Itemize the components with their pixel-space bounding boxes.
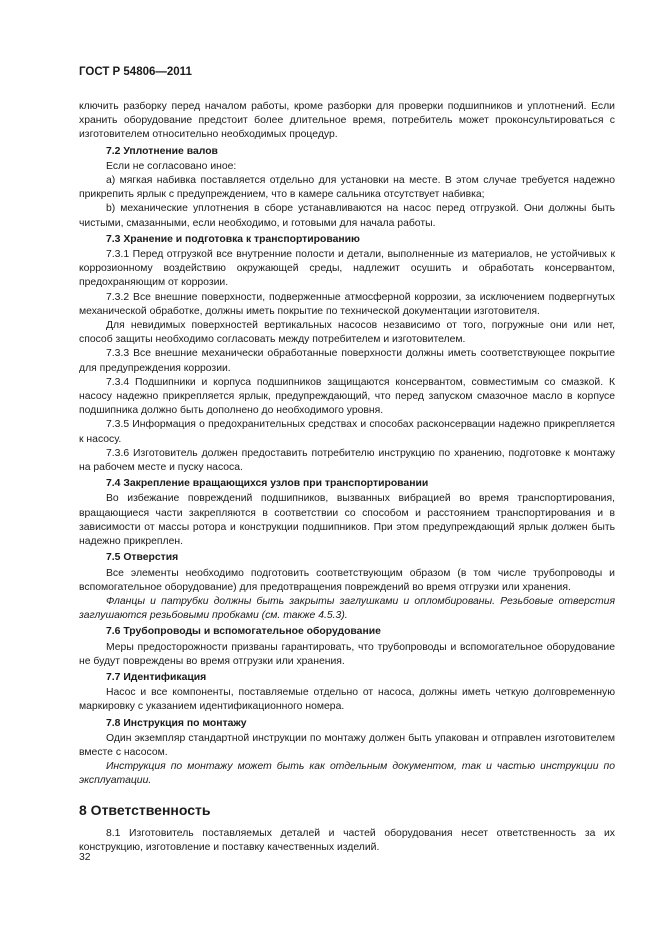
page-body	[79, 100, 615, 855]
italic-note: Фланцы и патрубки должны быть закрыты заглушками и опломбированы. Резьбовые отверстия заглушаются резьбовыми пробками (см. также 4.5.3).	[79, 595, 615, 622]
section-heading-7-2: 7.2 Уплотнение валов	[106, 145, 218, 157]
paragraph: 7.3.1 Перед отгрузкой все внутренние полости и детали, выполненные из материалов, не устойчивых к коррозионному воздействию окружающей среды, надлежит осушить и обработать консервантом, предохраняющим от коррозии.	[79, 249, 615, 289]
section-heading-7-5: 7.5 Отверстия	[106, 552, 179, 564]
section-heading-8: 8 Ответственность	[79, 801, 211, 818]
section-heading-7-4: 7.4 Закрепление вращающихся узлов при транспортировании	[106, 478, 429, 490]
section-heading-7-8: 7.8 Инструкция по монтажу	[106, 717, 247, 729]
paragraph: ключить разборку перед началом работы, кроме разборки для проверки подшипников и уплотнений. Если хранить оборудование предстоит более длительное время, потребитель может проконсультироваться с изготовителем относительно необходимых процедур.	[79, 101, 615, 141]
paragraph: 8.1 Изготовитель поставляемых деталей и частей оборудования несет ответственность за их конструкцию, изготовление и поставку качественных изделий.	[79, 827, 615, 853]
paragraph: 7.3.2 Все внешние поверхности, подверженные атмосферной коррозии, за исключением подвергнутых механической обработке, должны иметь покрытие по технической документации изготовителя.	[79, 291, 615, 317]
page-number: 32	[79, 852, 91, 863]
list-item: а) мягкая набивка поставляется отдельно для установки на месте. В этом случае требуется надежно прикрепить ярлык с предупреждением, что в камере сальника отсутствует набивка;	[79, 175, 615, 201]
paragraph: Меры предосторожности призваны гарантировать, что трубопроводы и вспомогательное оборудование не будут повреждены во время отгрузки или хранения.	[79, 641, 615, 667]
paragraph: 7.3.4 Подшипники и корпуса подшипников защищаются консервантом, совместимым со смазкой. К насосу надежно прикрепляется ярлык, предупреждающий, что перед запуском смазочное масло в корпусе подшипника должно быть дополнено до необходимого уровня.	[79, 376, 615, 417]
paragraph: 7.3.3 Все внешние механически обработанные поверхности должны иметь соответствующее покрытие для предупреждения коррозии.	[79, 348, 615, 374]
paragraph: 7.3.5 Информация о предохранительных средствах и способах расконсервации надежно прикрепляется к насосу.	[79, 419, 615, 445]
section-heading-7-3: 7.3 Хранение и подготовка к транспортированию	[106, 233, 360, 245]
section-heading-7-6: 7.6 Трубопроводы и вспомогательное оборудование	[106, 626, 381, 638]
paragraph: Все элементы необходимо подготовить соответствующим образом (в том числе трубопроводы и вспомогательное оборудование) для предотвращения повреждений во время отгрузки или хранения.	[79, 567, 615, 593]
paragraph: Насос и все компоненты, поставляемые отдельно от насоса, должны иметь четкую долговременную маркировку с указанием идентификационного номера.	[79, 687, 615, 713]
italic-note: Инструкция по монтажу может быть как отдельным документом, так и частью инструкции по эксплуатации.	[79, 761, 615, 787]
paragraph: Если не согласовано иное:	[106, 160, 237, 172]
section-heading-7-7: 7.7 Идентификация	[106, 671, 207, 683]
paragraph: Один экземпляр стандартной инструкции по монтажу должен быть упакован и отправлен изготовителем вместе с насосом.	[79, 732, 615, 758]
paragraph: Для невидимых поверхностей вертикальных насосов независимо от того, погружные они или нет, способ защиты необходимо согласовать между потребителем и изготовителем.	[79, 320, 615, 346]
paragraph: Во избежание повреждений подшипников, вызванных вибрацией во время транспортирования, вращающиеся части закрепляются в соответствии со способом и расстоянием транспортирования и в зависимости от массы ротора и конструкции подшипников. При этом предупреждающий ярлык должен быть надежно прикреплен.	[79, 493, 615, 548]
document-header: ГОСТ Р 54806—2011	[79, 66, 192, 78]
paragraph: 7.3.6 Изготовитель должен предоставить потребителю инструкцию по хранению, подготовке к монтажу на рабочем месте и пуску насоса.	[79, 447, 615, 474]
list-item: b) механические уплотнения в сборе устанавливаются на насос перед отгрузкой. Они должны быть чистыми, смазанными, если необходимо, и готовыми для начала работы.	[79, 203, 615, 229]
